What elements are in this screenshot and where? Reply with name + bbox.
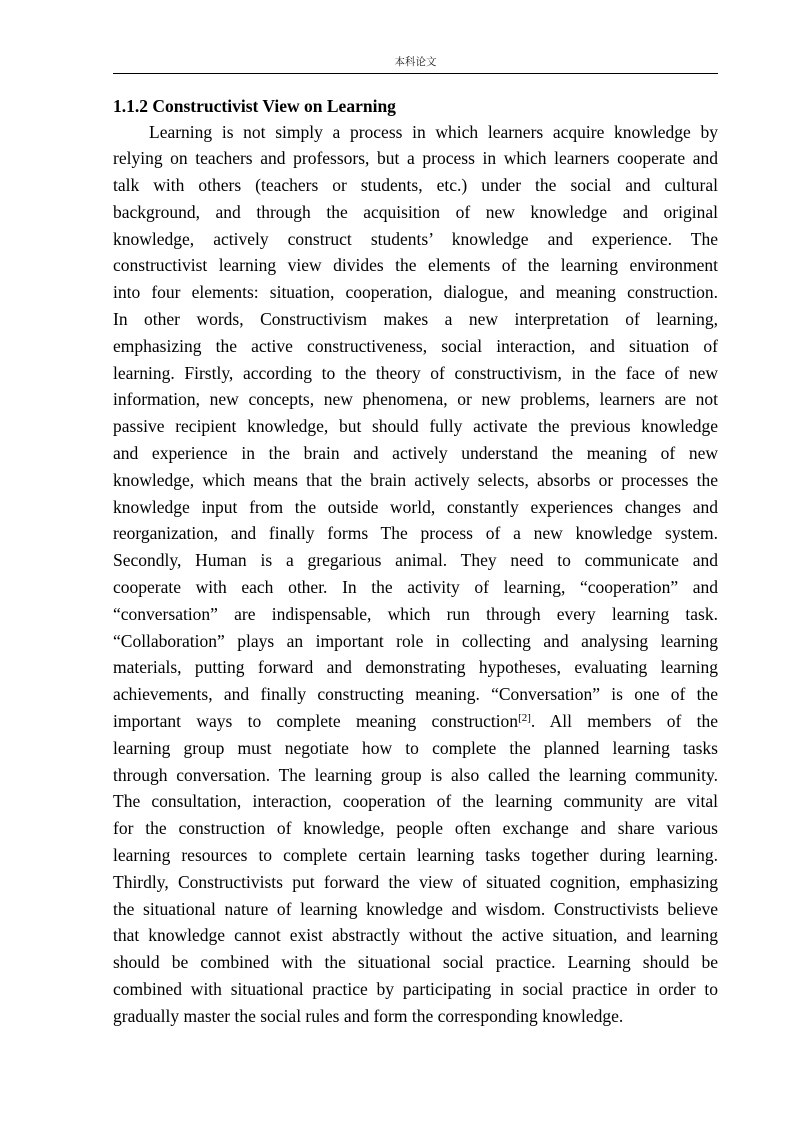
paragraph-line: Thirdly, Constructivists put forward the view of situated cognition, emphasizing bbox=[113, 871, 718, 892]
paragraph-line: the situational nature of learning knowledge and wisdom. Constructivists believe bbox=[113, 898, 718, 919]
paragraph-line: should be combined with the situational social practice. Learning should be bbox=[113, 952, 718, 973]
citation-reference[interactable]: [2] bbox=[518, 712, 531, 725]
paragraph-line: talk with others (teachers or students, etc.) under the social and cultural bbox=[113, 175, 718, 196]
paragraph-line-with-citation bbox=[113, 708, 718, 735]
paragraph-line: “Collaboration” plays an important role in collecting and analysing learning bbox=[113, 630, 718, 651]
paragraph-line: for the construction of knowledge, people often exchange and share various bbox=[113, 818, 718, 839]
paragraph-line-last: gradually master the social rules and form the corresponding knowledge. bbox=[113, 1005, 624, 1026]
section-heading: 1.1.2 Constructivist View on Learning bbox=[113, 96, 396, 116]
header-rule bbox=[113, 73, 718, 74]
paragraph-line: cooperate with each other. In the activity of learning, “cooperation” and bbox=[113, 577, 718, 598]
citation-line-before: important ways to complete meaning construction bbox=[113, 711, 519, 732]
paragraph-line: Secondly, Human is a gregarious animal. They need to communicate and bbox=[113, 550, 718, 571]
citation-line-after: . All members of the bbox=[530, 711, 718, 732]
paragraph-line: and experience in the brain and actively understand the meaning of new bbox=[113, 443, 718, 464]
paragraph-line: information, new concepts, new phenomena, or new problems, learners are not bbox=[113, 389, 718, 410]
paragraph-line: into four elements: situation, cooperation, dialogue, and meaning construction. bbox=[113, 282, 718, 303]
paragraph-line: “conversation” are indispensable, which run through every learning task. bbox=[113, 603, 718, 624]
paragraph-line: learning. Firstly, according to the theory of constructivism, in the face of new bbox=[113, 362, 718, 383]
paragraph-line: knowledge, which means that the brain actively selects, absorbs or processes the bbox=[113, 469, 718, 490]
paragraph-line: that knowledge cannot exist abstractly without the active situation, and learning bbox=[113, 925, 718, 946]
paragraph-line: Learning is not simply a process in which learners acquire knowledge by bbox=[149, 121, 718, 142]
paragraph-line: learning group must negotiate how to complete the planned learning tasks bbox=[113, 737, 718, 758]
paragraph-line: through conversation. The learning group is also called the learning community. bbox=[113, 764, 718, 785]
paragraph-line: constructivist learning view divides the elements of the learning environment bbox=[113, 255, 718, 276]
paragraph-line: emphasizing the active constructiveness, social interaction, and situation of bbox=[113, 335, 718, 356]
paragraph-line: learning resources to complete certain learning tasks together during learning. bbox=[113, 845, 718, 866]
paragraph-line: relying on teachers and professors, but a process in which learners cooperate and bbox=[113, 148, 718, 169]
paragraph-line: The consultation, interaction, cooperation of the learning community are vital bbox=[113, 791, 718, 812]
paragraph-line: background, and through the acquisition of new knowledge and original bbox=[113, 201, 718, 222]
paragraph-line: knowledge input from the outside world, constantly experiences changes and bbox=[113, 496, 718, 517]
paragraph-line: passive recipient knowledge, but should fully activate the previous knowledge bbox=[113, 416, 718, 437]
paragraph-line: combined with situational practice by participating in social practice in order to bbox=[113, 979, 718, 999]
paragraph-line: In other words, Constructivism makes a new interpretation of learning, bbox=[113, 309, 718, 330]
body-paragraph bbox=[113, 119, 718, 1030]
paragraph-line: reorganization, and finally forms The process of a new knowledge system. bbox=[113, 523, 718, 544]
page-header: 本科论文 bbox=[394, 56, 437, 68]
paragraph-line: knowledge, actively construct students’ knowledge and experience. The bbox=[113, 228, 718, 249]
paragraph-line: achievements, and finally constructing meaning. “Conversation” is one of the bbox=[113, 684, 718, 705]
paragraph-line: materials, putting forward and demonstrating hypotheses, evaluating learning bbox=[113, 657, 718, 678]
